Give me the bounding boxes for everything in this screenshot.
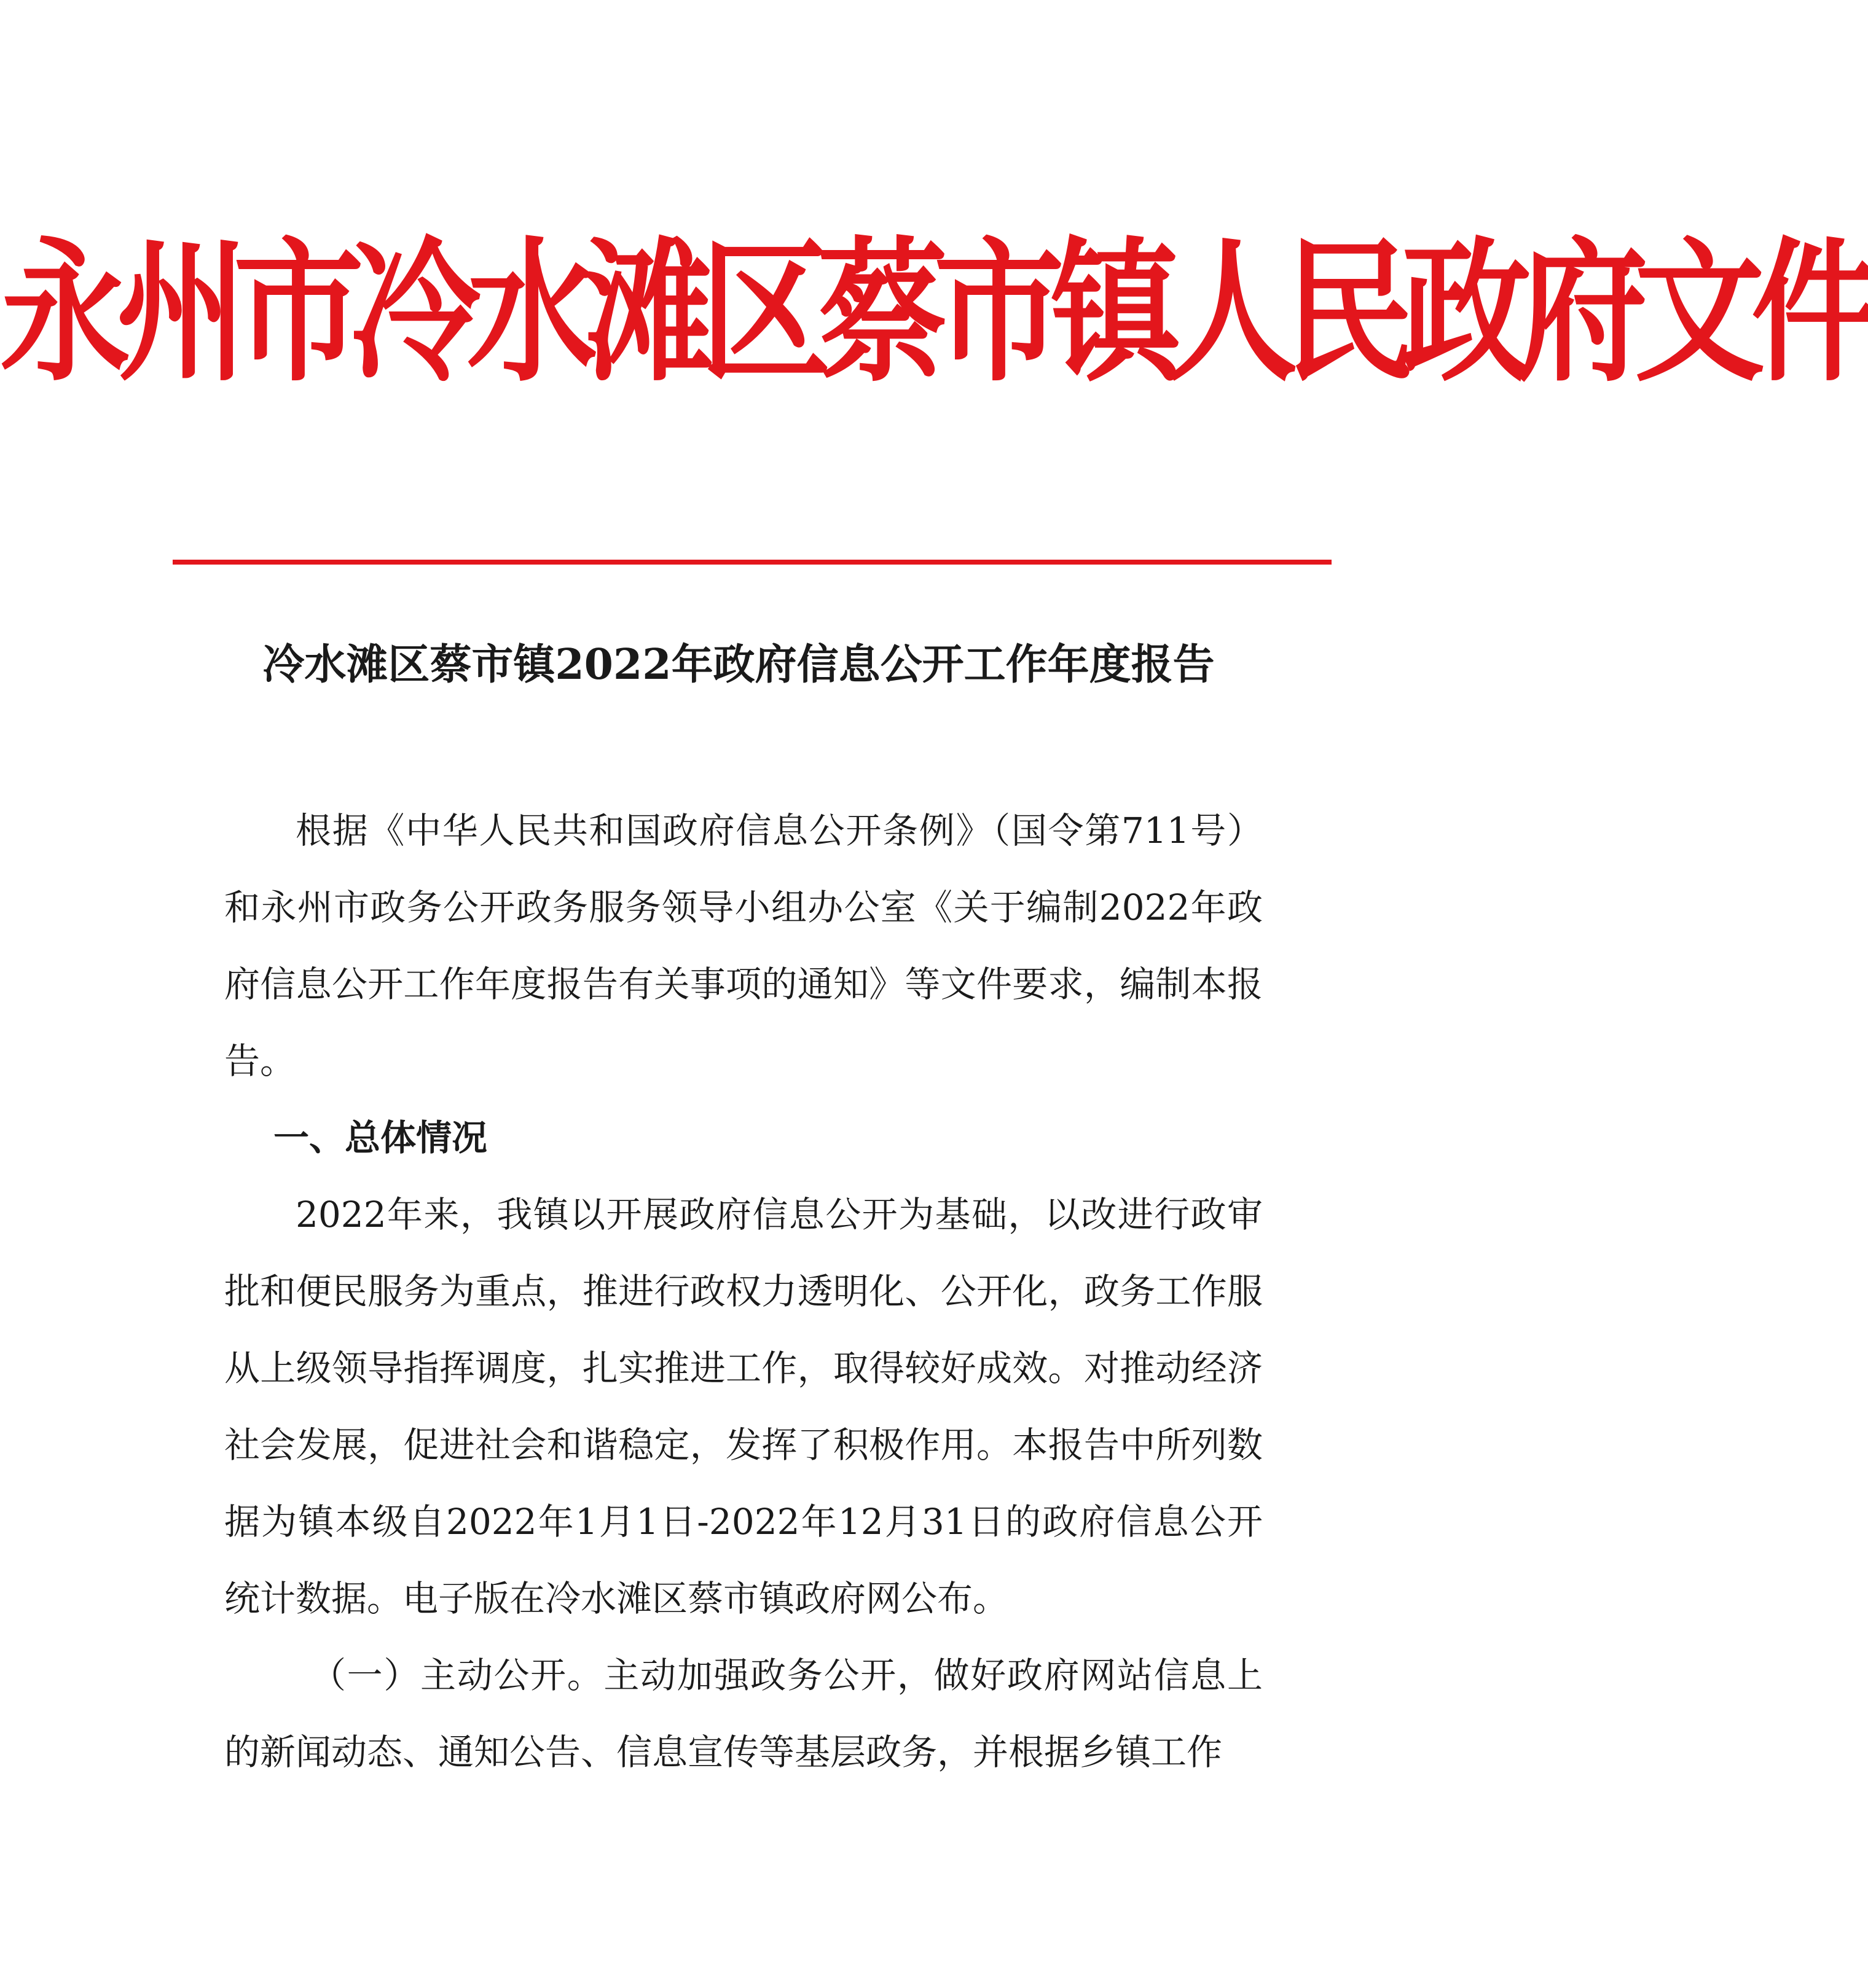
- paragraph-active-disclosure: （一）主动公开。主动加强政务公开，做好政府网站信息上的新闻动态、通知公告、信息宣传等基层政务，并根据乡镇工作: [224, 1654, 1263, 1773]
- red-divider: [173, 560, 1332, 565]
- paragraph-overview: 2022年来，我镇以开展政府信息公开为基础，以改进行政审批和便民服务为重点，推进行政权力透明化、公开化，政务工作服从上级领导指挥调度，扎实推进工作，取得较好成效。对推动经济社会发展，促进社会和谐稳定，发挥了积极作用。本报告中所列数据为镇本级自2022年1月1日-2022年12月31日的政府信息公开统计数据。电子版在冷水滩区蔡市镇政府网公布。: [224, 1194, 1263, 1619]
- document-masthead: 永州市冷水滩区蔡市镇人民政府文件: [0, 221, 1868, 402]
- document-body: [224, 792, 1263, 1791]
- document-title: 冷水滩区蔡市镇2022年政府信息公开工作年度报告: [262, 640, 1215, 689]
- paragraph-intro: 根据《中华人民共和国政府信息公开条例》（国令第711号）和永州市政务公开政务服务领导小组办公室《关于编制2022年政府信息公开工作年度报告有关事项的通知》等文件要求，编制本报告。: [224, 810, 1263, 1082]
- section-heading: 一、总体情况: [273, 1117, 488, 1159]
